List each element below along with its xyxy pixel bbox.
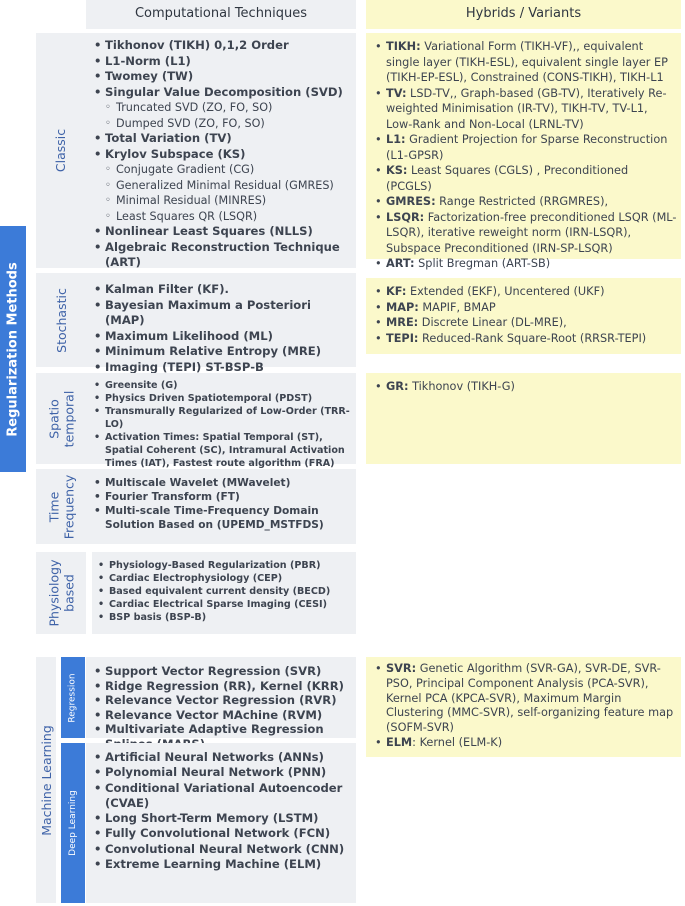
hybrid-key: GMRES:	[386, 195, 436, 208]
hybrid-text: : Kernel (ELM-K)	[412, 735, 503, 749]
technique-subitem: ◦ Least Squares QR (LSQR)	[94, 209, 352, 225]
hybrid-key: L1:	[386, 133, 406, 146]
technique-item: • Relevance Vector Regression (RVR)	[94, 693, 352, 708]
hybrid-item	[375, 315, 677, 331]
hybrid-item	[375, 86, 677, 133]
spatiotemporal-label	[36, 373, 86, 464]
stochastic-hybrids-panel	[366, 278, 681, 354]
classic-hybrids-panel	[366, 33, 681, 270]
classic-label-text: Classic	[53, 128, 69, 173]
physiology-label-line2: based	[61, 574, 77, 612]
hybrid-item	[375, 662, 677, 736]
technique-item: • Multivariate Adaptive Regression	[94, 722, 352, 751]
technique-item: • Imaging (TEPI) ST-BSP-B	[94, 360, 352, 376]
hybrid-text: Gradient Projection for Sparse Reconstruction (L1-GPSR)	[386, 133, 668, 162]
deep-learning-techniques-panel	[86, 743, 356, 903]
hybrid-text: Variational Form (TIKH-VF),, equivalent single layer (TIKH-ESL), equivalent single layer EP (TIKH-EP-ESL), Constrained (CONS-TIKH), TIKH-L1	[386, 40, 668, 84]
technique-item: • Transmurally Regularized of Low-Order (TRR-LO)	[94, 405, 352, 431]
technique-item: • Twomey (TW)	[94, 69, 352, 85]
spatiotemporal-techniques-list	[94, 379, 352, 470]
technique-item: • Based equivalent current density (BECD)	[98, 585, 352, 598]
stochastic-hybrids-list	[375, 284, 677, 346]
technique-subitem: ◦ Truncated SVD (ZO, FO, SO)	[94, 100, 352, 116]
hybrid-item	[375, 39, 677, 86]
hybrid-item	[375, 300, 677, 316]
hybrid-text: LSD-TV,, Graph-based (GB-TV), Iteratively Re-weighted Minimisation (IR-TV), TIKH-TV, TV-L1, Low-Rank and Non-Local (LRNL-TV)	[386, 86, 667, 131]
hybrid-text: Reduced-Rank Square-Root (RRSR-TEPI)	[418, 331, 647, 345]
technique-item: • BSP basis (BSP-B)	[98, 611, 352, 624]
hybrids-header: Hybrids / Variants	[366, 0, 681, 29]
hybrid-key: MRE:	[386, 316, 419, 329]
classic-techniques-list	[94, 38, 352, 286]
technique-item: • Activation Times: Spatial Temporal (ST), Spatial Coherent (SC), Intramural Activation Times (IAT), Fastest route algorithm (FRA)	[94, 431, 352, 470]
technique-item: • Maximum Likelihood (ML)	[94, 329, 352, 345]
technique-item: • Cardiac Electrical Sparse Imaging (CESI)	[98, 598, 352, 611]
timefrequency-label	[36, 469, 86, 544]
physiology-techniques-list	[98, 559, 352, 624]
timefrequency-label-line1: Time	[46, 491, 62, 522]
classic-label	[36, 33, 86, 268]
regression-label-text: Regression	[68, 672, 79, 723]
technique-item: • Fully Convolutional Network (FCN)	[94, 826, 352, 841]
physiology-label	[36, 552, 86, 634]
spatiotemporal-label-text	[46, 390, 76, 447]
hybrid-key: MAP:	[386, 300, 419, 314]
physiology-label-line1: Physiology	[46, 559, 62, 627]
technique-item: • Total Variation (TV)	[94, 131, 352, 147]
hybrid-key: TV:	[386, 86, 407, 100]
technique-item: • Cardiac Electrophysiology (CEP)	[98, 572, 352, 585]
hybrid-text: Tikhonov (TIKH-G)	[408, 380, 515, 393]
technique-item: • Singular Value Decomposition (SVD)	[94, 85, 352, 101]
technique-item: • Physics Driven Spatiotemporal (PDST)	[94, 392, 352, 405]
timefrequency-techniques-list	[94, 476, 352, 532]
hybrid-text: MAPIF, BMAP	[418, 300, 496, 314]
technique-item: • Extreme Learning Machine (ELM)	[94, 857, 352, 872]
hybrid-text: Discrete Linear (DL-MRE),	[418, 316, 567, 329]
hybrid-key: KF:	[386, 285, 407, 298]
technique-item: • Polynomial Neural Network (PNN)	[94, 765, 352, 780]
regression-hybrids-list	[375, 662, 677, 751]
spatiotemporal-label-line2: temporal	[61, 390, 76, 447]
technique-item: • Multi-scale Time-Frequency Domain Solution Based on (UPEMD_MSTFDS)	[94, 504, 352, 532]
technique-item: • Nonlinear Least Squares (NLLS)	[94, 224, 352, 240]
technique-item: • Conditional Variational Autoencoder (CVAE)	[94, 781, 352, 812]
hybrid-key: GR:	[386, 380, 409, 393]
hybrid-key: SVR:	[386, 662, 417, 675]
technique-item: • Convolutional Neural Network (CNN)	[94, 842, 352, 857]
deep-learning-techniques-list	[94, 750, 352, 872]
technique-item: • Algebraic Reconstruction Technique (ART)	[94, 240, 352, 271]
regression-techniques-panel	[86, 657, 356, 738]
stochastic-techniques-list	[94, 282, 352, 375]
regularization-methods-bar	[0, 226, 26, 472]
spatiotemporal-hybrids-list	[375, 379, 677, 395]
hybrid-key: ART:	[386, 257, 415, 270]
ml-label	[30, 657, 62, 903]
technique-item: • L1-Norm (L1)	[94, 54, 352, 70]
technique-item: • Krylov Subspace (KS)	[94, 147, 352, 163]
techniques-header: Computational Techniques	[86, 0, 356, 29]
hybrid-key: TEPI:	[386, 331, 419, 345]
technique-subitem: ◦ Conjugate Gradient (CG)	[94, 162, 352, 178]
hybrid-text: Least Squares (CGLS) , Preconditioned (PCGLS)	[386, 164, 629, 193]
technique-item: • Support Vector Regression (SVR)	[94, 664, 352, 679]
hybrid-item	[375, 210, 677, 257]
hybrid-item	[375, 379, 677, 395]
technique-item: • Artificial Neural Networks (ANNs)	[94, 750, 352, 765]
hybrid-text: Split Bregman (ART-SB)	[414, 257, 551, 270]
technique-item: • Minimum Relative Entropy (MRE)	[94, 344, 352, 360]
spatiotemporal-label-line1: Spatio	[46, 398, 61, 439]
hybrid-item	[375, 331, 677, 347]
hybrid-key: KS:	[386, 164, 408, 177]
hybrid-item	[375, 132, 677, 163]
technique-item: • Kalman Filter (KF).	[94, 282, 352, 298]
stochastic-label	[36, 273, 86, 367]
hybrid-key: TIKH:	[386, 40, 421, 53]
technique-item: • Relevance Vector MAchine (RVM)	[94, 708, 352, 723]
hybrid-item	[375, 194, 677, 210]
hybrid-key: LSQR:	[386, 210, 425, 224]
regression-techniques-list	[94, 664, 352, 751]
regression-label	[61, 657, 85, 738]
regression-hybrids-panel	[366, 657, 681, 757]
ml-label-text: Machine Learning	[38, 724, 54, 836]
timefrequency-label-line2: Frequency	[61, 474, 77, 539]
deep-learning-label-text: Deep Learning	[68, 790, 78, 856]
hybrid-item	[375, 256, 677, 272]
technique-item: • Fourier Transform (FT)	[94, 490, 352, 504]
timefrequency-label-text	[46, 474, 76, 539]
technique-item: • Tikhonov (TIKH) 0,1,2 Order	[94, 38, 352, 54]
spatiotemporal-techniques-panel	[86, 373, 356, 469]
technique-item: • Long Short-Term Memory (LSTM)	[94, 811, 352, 826]
hybrid-item	[375, 284, 677, 300]
regularization-methods-label: Regularization Methods	[5, 261, 21, 437]
physiology-techniques-panel	[92, 552, 356, 634]
technique-item: • Physiology-Based Regularization (PBR)	[98, 559, 352, 572]
technique-item: • Bayesian Maximum a Posteriori (MAP)	[94, 298, 352, 329]
hybrid-text: Extended (EKF), Uncentered (UKF)	[406, 285, 605, 298]
hybrid-text: Range Restricted (RRGMRES),	[435, 195, 609, 208]
technique-item: • Greensite (G)	[94, 379, 352, 392]
hybrid-key: ELM	[386, 735, 413, 749]
hybrid-text: Factorization-free preconditioned LSQR (ML-LSQR), iterative reweight norm (IRN-LSQR), Subspace Preconditioned (IRN-SP-LSQR)	[386, 210, 677, 255]
technique-item: • Ridge Regression (RR), Kernel (KRR)	[94, 679, 352, 694]
hybrid-text: Genetic Algorithm (SVR-GA), SVR-DE, SVR-PSO, Principal Component Analysis (PCA-SVR), Kernel PCA (KPCA-SVR), Maximum Margin Clustering (MMC-SVR), self-organizing feature map (SOFM-SVR)	[386, 662, 674, 735]
technique-item: • Multiscale Wavelet (MWavelet)	[94, 476, 352, 490]
technique-subitem: ◦ Generalized Minimal Residual (GMRES)	[94, 178, 352, 194]
classic-techniques-panel	[86, 33, 356, 268]
stochastic-label-text: Stochastic	[53, 287, 69, 353]
deep-learning-label	[61, 743, 85, 903]
hybrid-item	[375, 163, 677, 194]
technique-subitem: ◦ Dumped SVD (ZO, FO, SO)	[94, 116, 352, 132]
stochastic-techniques-panel	[86, 273, 356, 374]
physiology-label-text	[46, 560, 76, 627]
technique-subitem: ◦ Minimal Residual (MINRES)	[94, 193, 352, 209]
timefrequency-techniques-panel	[86, 469, 356, 544]
hybrid-item	[375, 736, 677, 751]
spatiotemporal-hybrids-panel	[366, 373, 681, 464]
classic-hybrids-list	[375, 39, 677, 272]
